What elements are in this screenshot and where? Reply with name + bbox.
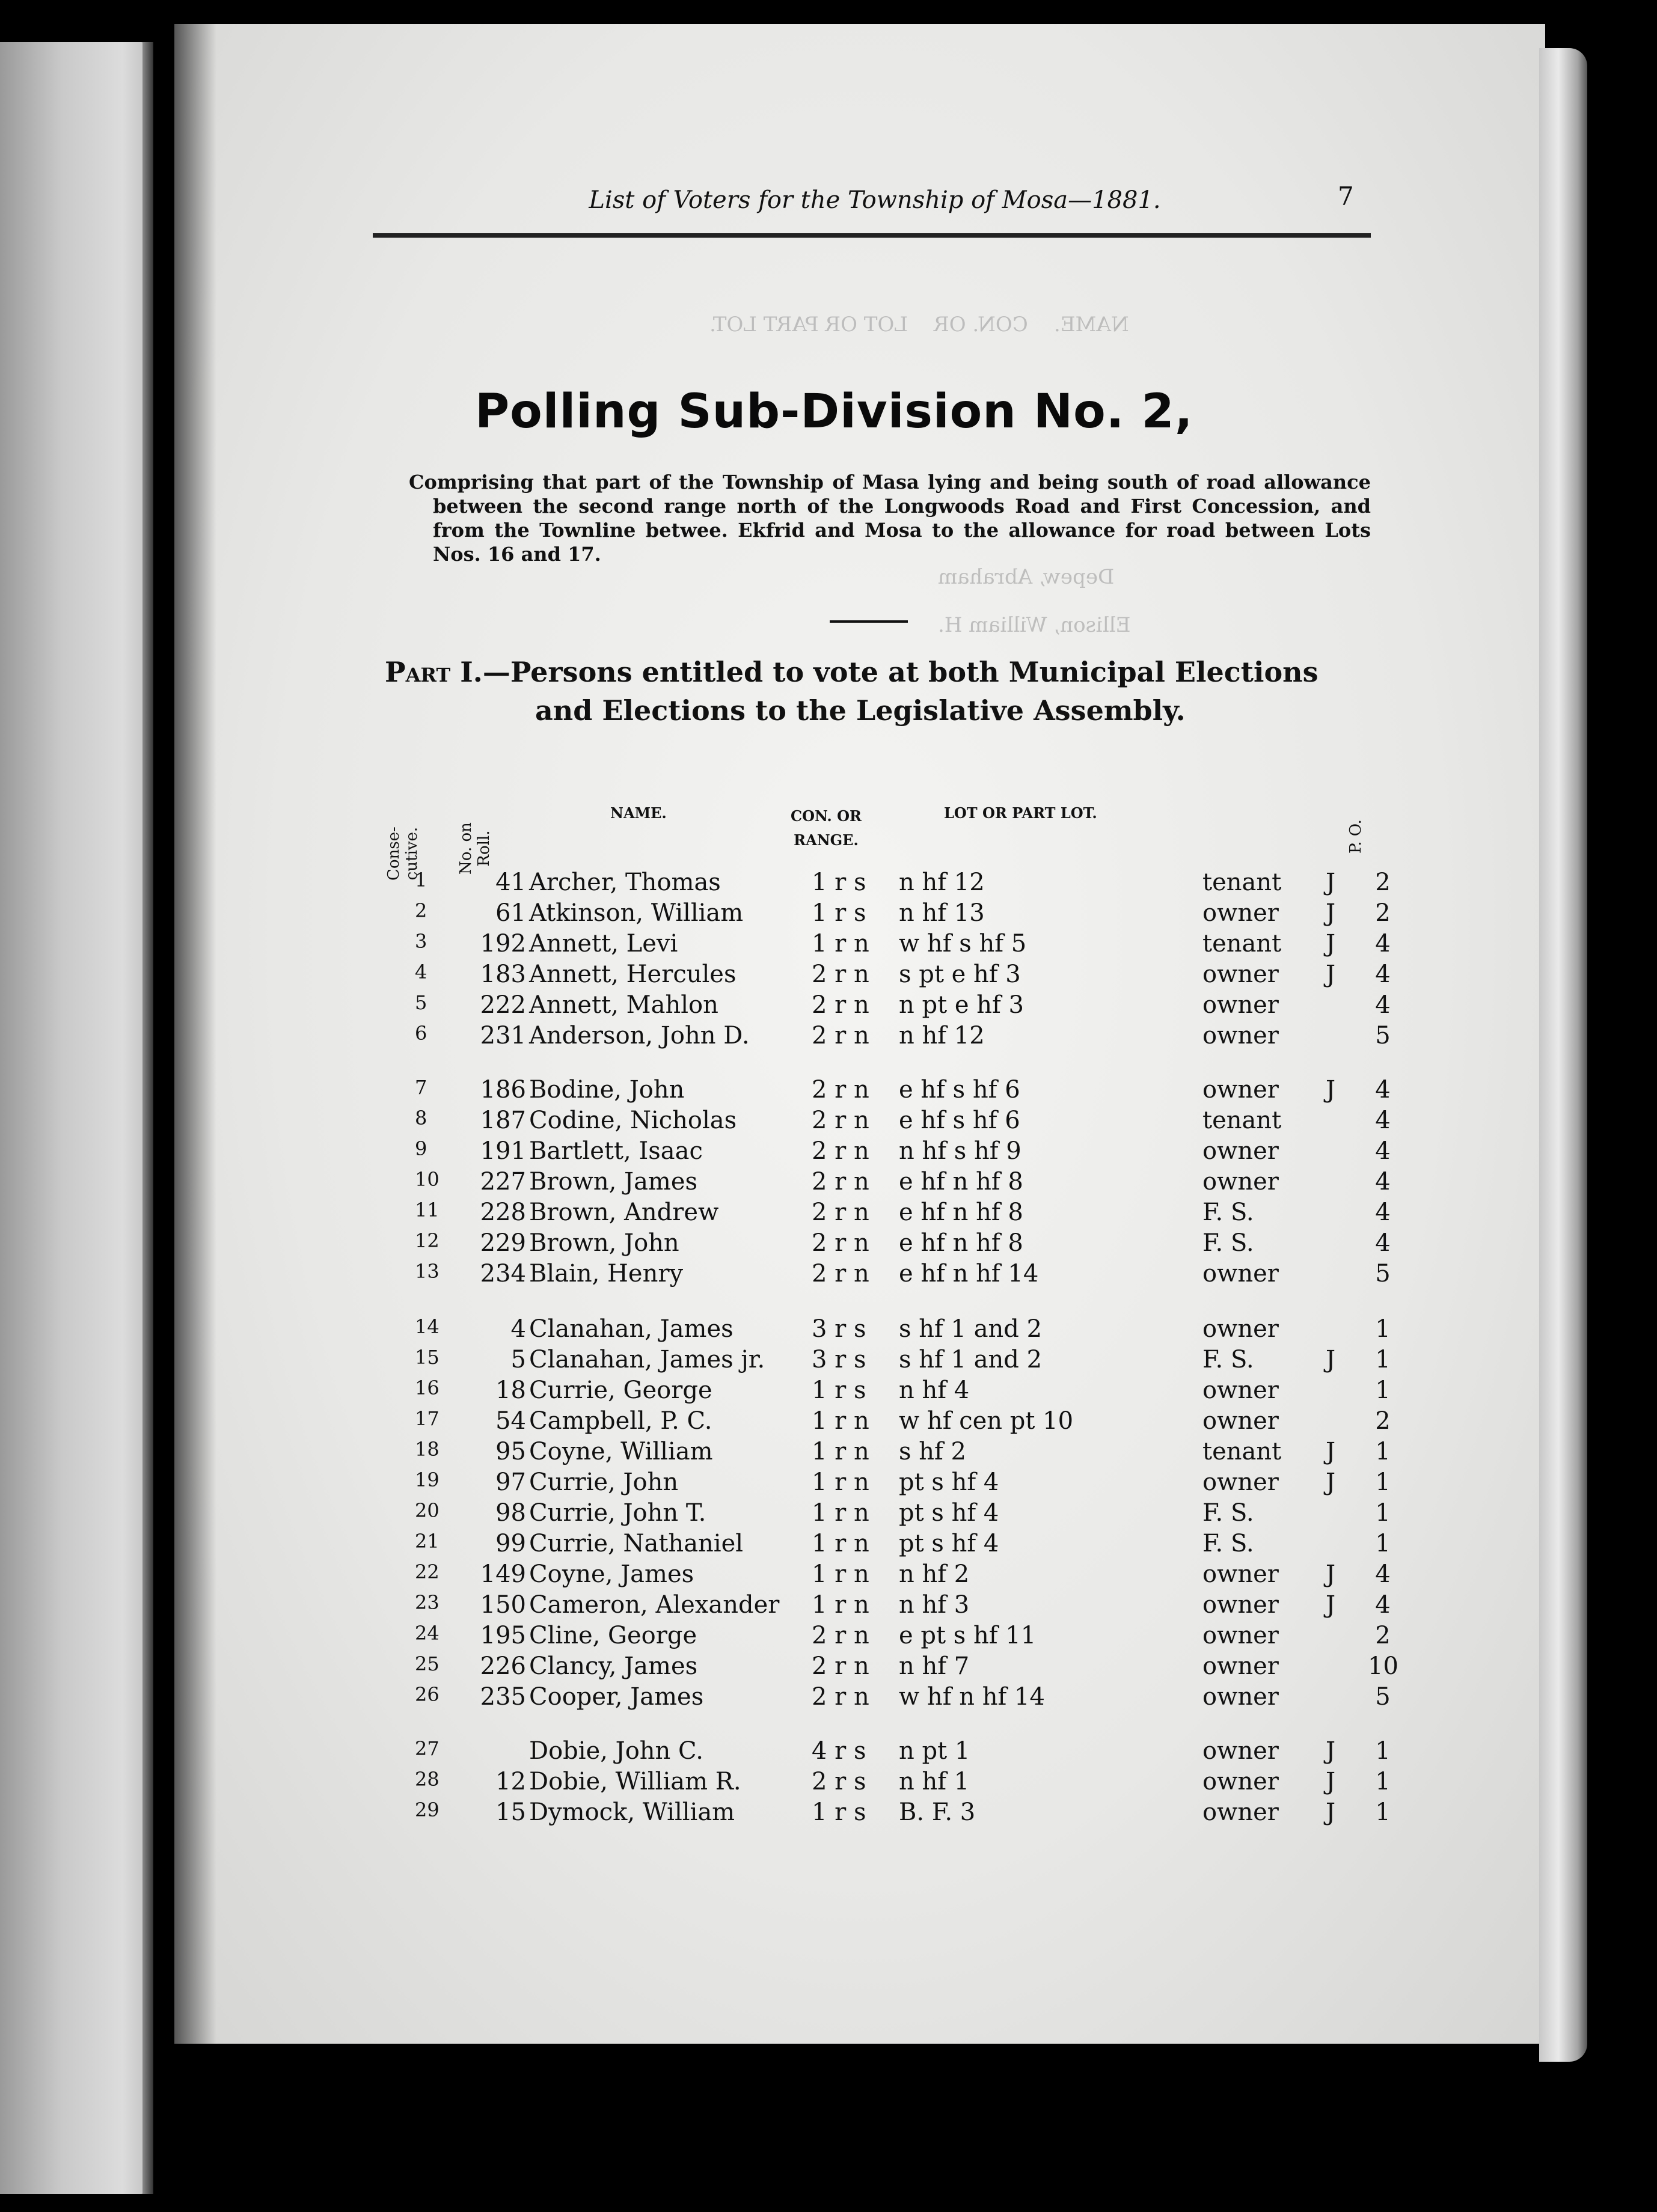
voter-name: Archer, Thomas: [529, 869, 721, 896]
voter-name: Codine, Nicholas: [529, 1107, 737, 1134]
voter-post-office: 4: [1375, 1560, 1391, 1588]
voter-juror-mark: J: [1326, 1468, 1336, 1496]
voter-lot: s hf 1 and 2: [899, 1346, 1043, 1373]
voter-concession: 2 r n: [812, 961, 869, 988]
voter-roll-number: 99: [495, 1530, 526, 1557]
voter-consecutive: 24: [415, 1622, 440, 1645]
voter-post-office: 4: [1375, 1229, 1391, 1257]
voter-lot: w hf n hf 14: [899, 1683, 1045, 1711]
voter-name: Cline, George: [529, 1622, 697, 1649]
voter-consecutive: 28: [415, 1768, 440, 1791]
voter-consecutive: 1: [415, 869, 427, 891]
voter-status: owner: [1202, 1622, 1279, 1649]
voter-row: [0, 1260, 1657, 1291]
voter-post-office: 5: [1375, 1022, 1391, 1049]
voter-post-office: 4: [1375, 1107, 1391, 1134]
voter-row: [0, 1530, 1657, 1561]
voter-status: owner: [1202, 1168, 1279, 1196]
voter-name: Cooper, James: [529, 1683, 704, 1711]
voter-roll-number: 95: [495, 1438, 526, 1465]
voter-lot: e hf n hf 14: [899, 1260, 1039, 1288]
voter-lot: e hf n hf 8: [899, 1199, 1023, 1226]
voter-lot: n hf 12: [899, 869, 985, 896]
voter-consecutive: 18: [415, 1438, 440, 1461]
voter-juror-mark: J: [1326, 930, 1336, 958]
voter-roll-number: 195: [480, 1622, 526, 1649]
voter-concession: 2 r n: [812, 1683, 869, 1711]
voter-concession: 2 r n: [812, 1622, 869, 1649]
col-head-roll: No. on Roll.: [457, 822, 493, 875]
voter-roll-number: 222: [480, 991, 526, 1019]
voter-roll-number: 191: [480, 1137, 526, 1165]
voter-post-office: 1: [1375, 1468, 1391, 1496]
voter-status: owner: [1202, 961, 1279, 988]
voter-status: owner: [1202, 1798, 1279, 1826]
voter-post-office: 1: [1375, 1737, 1391, 1765]
voter-name: Dobie, John C.: [529, 1737, 703, 1765]
voter-lot: n hf 1: [899, 1768, 970, 1795]
voter-concession: 2 r n: [812, 1137, 869, 1165]
col-head-consecutive: Conse- cutive.: [385, 826, 421, 881]
voter-row: [0, 1107, 1657, 1138]
voter-post-office: 4: [1375, 930, 1391, 958]
voter-post-office: 2: [1375, 1622, 1391, 1649]
voter-concession: 2 r n: [812, 1260, 869, 1288]
voter-consecutive: 13: [415, 1260, 440, 1283]
voter-name: Currie, John T.: [529, 1499, 706, 1527]
voter-row: [0, 1438, 1657, 1469]
voter-consecutive: 15: [415, 1346, 440, 1369]
voter-lot: w hf s hf 5: [899, 930, 1027, 958]
voter-roll-number: 231: [480, 1022, 526, 1049]
voter-status: owner: [1202, 1591, 1279, 1619]
voter-concession: 3 r s: [812, 1346, 866, 1373]
voter-name: Coyne, James: [529, 1560, 694, 1588]
voter-roll-number: 150: [480, 1591, 526, 1619]
voter-roll-number: 98: [495, 1499, 526, 1527]
voter-concession: 2 r n: [812, 1199, 869, 1226]
voter-post-office: 1: [1375, 1499, 1391, 1527]
voter-roll-number: 12: [495, 1768, 526, 1795]
voter-juror-mark: J: [1326, 1768, 1336, 1795]
voter-roll-number: 234: [480, 1260, 526, 1288]
voter-juror-mark: J: [1326, 1560, 1336, 1588]
voter-name: Clancy, James: [529, 1652, 698, 1680]
voter-status: F. S.: [1202, 1499, 1254, 1527]
part-label: Part I.: [385, 656, 483, 688]
voter-row: [0, 1407, 1657, 1438]
voter-roll-number: 5: [510, 1346, 526, 1373]
voter-roll-number: 187: [480, 1107, 526, 1134]
voter-juror-mark: J: [1326, 1438, 1336, 1465]
voter-lot: e hf s hf 6: [899, 1107, 1020, 1134]
voter-row: [0, 1622, 1657, 1653]
voter-consecutive: 23: [415, 1591, 440, 1614]
voter-post-office: 1: [1375, 1346, 1391, 1373]
voter-concession: 1 r n: [812, 1591, 869, 1619]
voter-status: tenant: [1202, 1107, 1282, 1134]
voter-lot: n pt e hf 3: [899, 991, 1024, 1019]
voter-roll-number: 97: [495, 1468, 526, 1496]
voter-consecutive: 16: [415, 1376, 440, 1399]
voter-roll-number: 15: [495, 1798, 526, 1826]
voter-status: F. S.: [1202, 1346, 1254, 1373]
voter-name: Bodine, John: [529, 1076, 685, 1104]
part-heading-line1: —Persons entitled to vote at both Municipal Elections: [482, 656, 1319, 688]
header-rule: [373, 233, 1371, 238]
voter-post-office: 2: [1375, 869, 1391, 896]
voter-lot: n hf 2: [899, 1560, 970, 1588]
voter-name: Coyne, William: [529, 1438, 713, 1465]
page-number: 7: [1338, 182, 1354, 211]
voter-row: [0, 1376, 1657, 1408]
voter-row: [0, 1591, 1657, 1622]
voter-concession: 1 r n: [812, 1468, 869, 1496]
voter-status: owner: [1202, 1407, 1279, 1435]
show-through-text: NAME. CON. OR LOT OR PART LOT.: [709, 313, 1129, 337]
voter-post-office: 4: [1375, 1199, 1391, 1226]
voter-status: owner: [1202, 1022, 1279, 1049]
voter-row: [0, 1229, 1657, 1260]
voter-status: tenant: [1202, 930, 1282, 958]
voter-name: Campbell, P. C.: [529, 1407, 712, 1435]
voter-status: owner: [1202, 1737, 1279, 1765]
voter-consecutive: 12: [415, 1229, 440, 1252]
voter-consecutive: 6: [415, 1022, 427, 1045]
voter-row: [0, 899, 1657, 930]
voter-post-office: 1: [1375, 1315, 1391, 1343]
voter-roll-number: 192: [480, 930, 526, 958]
voter-roll-number: 149: [480, 1560, 526, 1588]
voter-name: Currie, Nathaniel: [529, 1530, 744, 1557]
voter-concession: 2 r n: [812, 1652, 869, 1680]
voter-roll-number: 18: [495, 1376, 526, 1404]
voter-juror-mark: J: [1326, 869, 1336, 896]
voter-roll-number: 41: [495, 869, 526, 896]
voter-status: owner: [1202, 1683, 1279, 1711]
voter-consecutive: 4: [415, 961, 427, 983]
voter-lot: B. F. 3: [899, 1798, 976, 1826]
voter-status: F. S.: [1202, 1530, 1254, 1557]
voter-lot: pt s hf 4: [899, 1530, 999, 1557]
voter-lot: n hf 3: [899, 1591, 970, 1619]
voter-post-office: 4: [1375, 1168, 1391, 1196]
voter-roll-number: 186: [480, 1076, 526, 1104]
voter-row: [0, 1168, 1657, 1199]
part-heading-line2: and Elections to the Legislative Assembly.: [535, 694, 1186, 727]
col-head-po: P. O.: [1347, 819, 1365, 854]
voter-post-office: 1: [1375, 1438, 1391, 1465]
voter-lot: s hf 1 and 2: [899, 1315, 1043, 1343]
voter-concession: 1 r n: [812, 1499, 869, 1527]
voter-concession: 2 r n: [812, 1076, 869, 1104]
voter-consecutive: 25: [415, 1652, 440, 1675]
voter-post-office: 1: [1375, 1376, 1391, 1404]
voter-concession: 1 r s: [812, 869, 866, 896]
voter-roll-number: 61: [495, 899, 526, 927]
voter-lot: e pt s hf 11: [899, 1622, 1037, 1649]
voter-concession: 2 r n: [812, 1022, 869, 1049]
voter-consecutive: 29: [415, 1798, 440, 1821]
voter-lot: n pt 1: [899, 1737, 970, 1765]
voter-name: Bartlett, Isaac: [529, 1137, 703, 1165]
voter-status: owner: [1202, 1260, 1279, 1288]
voter-consecutive: 11: [415, 1199, 440, 1221]
voter-juror-mark: J: [1326, 1798, 1336, 1826]
voter-concession: 2 r n: [812, 1168, 869, 1196]
voter-name: Anderson, John D.: [529, 1022, 750, 1049]
voter-name: Cameron, Alexander: [529, 1591, 780, 1619]
voter-consecutive: 17: [415, 1407, 440, 1430]
voter-consecutive: 26: [415, 1683, 440, 1706]
voter-row: [0, 1560, 1657, 1592]
voter-concession: 2 r n: [812, 991, 869, 1019]
voter-consecutive: 8: [415, 1107, 427, 1129]
voter-lot: n hf 12: [899, 1022, 985, 1049]
voter-concession: 4 r s: [812, 1737, 866, 1765]
voter-post-office: 1: [1375, 1798, 1391, 1826]
voter-concession: 1 r s: [812, 1376, 866, 1404]
voter-lot: n hf s hf 9: [899, 1137, 1021, 1165]
voter-name: Clanahan, James: [529, 1315, 734, 1343]
voter-row: [0, 1683, 1657, 1714]
voter-name: Blain, Henry: [529, 1260, 684, 1288]
voter-lot: pt s hf 4: [899, 1499, 999, 1527]
voter-row: [0, 1199, 1657, 1230]
voter-status: owner: [1202, 1076, 1279, 1104]
voter-status: tenant: [1202, 869, 1282, 896]
voter-status: tenant: [1202, 1438, 1282, 1465]
voter-name: Brown, Andrew: [529, 1199, 719, 1226]
voter-post-office: 2: [1375, 1407, 1391, 1435]
voter-roll-number: 4: [510, 1315, 526, 1343]
voter-concession: 2 r n: [812, 1107, 869, 1134]
voter-consecutive: 3: [415, 930, 427, 953]
voter-consecutive: 5: [415, 991, 427, 1014]
voter-consecutive: 22: [415, 1560, 440, 1583]
col-head-name: NAME.: [610, 804, 667, 822]
running-title: List of Voters for the Township of Mosa—1881.: [589, 186, 1161, 214]
voter-concession: 3 r s: [812, 1315, 866, 1343]
voter-status: owner: [1202, 1652, 1279, 1680]
voter-lot: e hf n hf 8: [899, 1229, 1023, 1257]
voter-status: owner: [1202, 1560, 1279, 1588]
voter-consecutive: 9: [415, 1137, 427, 1160]
section-title: Polling Sub-Division No. 2,: [475, 385, 1193, 439]
voter-row: [0, 991, 1657, 1022]
voter-status: F. S.: [1202, 1229, 1254, 1257]
col-head-con-range: CON. OR RANGE.: [791, 807, 862, 849]
voter-roll-number: 235: [480, 1683, 526, 1711]
voter-lot: n hf 4: [899, 1376, 970, 1404]
voter-row: [0, 930, 1657, 961]
part-heading: [385, 653, 1371, 730]
voter-name: Atkinson, William: [529, 899, 744, 927]
voter-post-office: 4: [1375, 1137, 1391, 1165]
show-through-text: Depew, Abraham: [938, 565, 1115, 589]
voter-juror-mark: J: [1326, 1076, 1336, 1104]
voter-consecutive: 19: [415, 1468, 440, 1491]
voter-row: [0, 1315, 1657, 1346]
voter-concession: 1 r n: [812, 1560, 869, 1588]
voter-name: Brown, James: [529, 1168, 698, 1196]
voter-post-office: 4: [1375, 1076, 1391, 1104]
voter-consecutive: 7: [415, 1076, 427, 1099]
voter-name: Currie, George: [529, 1376, 712, 1404]
voter-concession: 1 r n: [812, 1438, 869, 1465]
voter-name: Clanahan, James jr.: [529, 1346, 765, 1373]
voter-name: Annett, Levi: [529, 930, 678, 958]
voter-row: [0, 1346, 1657, 1377]
voter-roll-number: 183: [480, 961, 526, 988]
divider-rule: [830, 620, 908, 623]
voter-name: Brown, John: [529, 1229, 679, 1257]
voter-row: [0, 1137, 1657, 1169]
voter-status: owner: [1202, 1137, 1279, 1165]
voter-name: Dymock, William: [529, 1798, 735, 1826]
voter-row: [0, 1468, 1657, 1500]
voter-consecutive: 21: [415, 1530, 440, 1553]
voter-concession: 2 r n: [812, 1229, 869, 1257]
voter-juror-mark: J: [1326, 1737, 1336, 1765]
voter-status: owner: [1202, 899, 1279, 927]
voter-post-office: 1: [1375, 1768, 1391, 1795]
voter-post-office: 10: [1368, 1652, 1398, 1680]
voter-consecutive: 20: [415, 1499, 440, 1522]
voter-juror-mark: J: [1326, 961, 1336, 988]
voter-status: owner: [1202, 1768, 1279, 1795]
col-head-lot: LOT OR PART LOT.: [944, 804, 1097, 822]
voter-lot: w hf cen pt 10: [899, 1407, 1074, 1435]
voter-concession: 1 r s: [812, 1798, 866, 1826]
voter-status: owner: [1202, 1376, 1279, 1404]
voter-juror-mark: J: [1326, 1591, 1336, 1619]
voter-post-office: 4: [1375, 991, 1391, 1019]
section-description: Comprising that part of the Township of Masa lying and being south of road allowance between the second range north of the Longwoods Road and First Concession, and from the Townline betwee. Ekfrid and Mosa to the allowance for road between Lots Nos. 16 and 17.: [409, 471, 1371, 566]
voter-concession: 1 r n: [812, 1530, 869, 1557]
voter-consecutive: 27: [415, 1737, 440, 1760]
voter-post-office: 1: [1375, 1530, 1391, 1557]
voter-juror-mark: J: [1326, 1346, 1336, 1373]
voter-roll-number: 227: [480, 1168, 526, 1196]
voter-row: [0, 869, 1657, 900]
voter-name: Currie, John: [529, 1468, 679, 1496]
voter-row: [0, 1499, 1657, 1530]
voter-lot: n hf 7: [899, 1652, 970, 1680]
voter-post-office: 4: [1375, 1591, 1391, 1619]
voter-row: [0, 961, 1657, 992]
voter-concession: 1 r n: [812, 930, 869, 958]
voter-roll-number: 229: [480, 1229, 526, 1257]
voter-post-office: 2: [1375, 899, 1391, 927]
voter-row: [0, 1798, 1657, 1830]
voter-row: [0, 1737, 1657, 1768]
voter-concession: 1 r s: [812, 899, 866, 927]
voter-lot: s hf 2: [899, 1438, 966, 1465]
voter-roll-number: 226: [480, 1652, 526, 1680]
voter-status: owner: [1202, 1468, 1279, 1496]
voter-row: [0, 1768, 1657, 1799]
voter-consecutive: 2: [415, 899, 427, 922]
voter-lot: pt s hf 4: [899, 1468, 999, 1496]
voter-post-office: 5: [1375, 1683, 1391, 1711]
voter-roll-number: 228: [480, 1199, 526, 1226]
voter-lot: e hf s hf 6: [899, 1076, 1020, 1104]
voter-status: owner: [1202, 991, 1279, 1019]
voter-name: Annett, Hercules: [529, 961, 737, 988]
voter-lot: n hf 13: [899, 899, 985, 927]
voter-name: Dobie, William R.: [529, 1768, 741, 1795]
voter-row: [0, 1076, 1657, 1107]
voter-post-office: 5: [1375, 1260, 1391, 1288]
voter-roll-number: 54: [495, 1407, 526, 1435]
voter-concession: 1 r n: [812, 1407, 869, 1435]
voter-status: owner: [1202, 1315, 1279, 1343]
voter-concession: 2 r s: [812, 1768, 866, 1795]
voter-lot: e hf n hf 8: [899, 1168, 1023, 1196]
voter-consecutive: 10: [415, 1168, 440, 1191]
voter-status: F. S.: [1202, 1199, 1254, 1226]
voter-juror-mark: J: [1326, 899, 1336, 927]
voter-row: [0, 1022, 1657, 1053]
show-through-text: Ellison, William H.: [938, 613, 1131, 637]
voter-name: Annett, Mahlon: [529, 991, 718, 1019]
voter-consecutive: 14: [415, 1315, 440, 1338]
voter-lot: s pt e hf 3: [899, 961, 1021, 988]
voter-post-office: 4: [1375, 961, 1391, 988]
voter-row: [0, 1652, 1657, 1684]
